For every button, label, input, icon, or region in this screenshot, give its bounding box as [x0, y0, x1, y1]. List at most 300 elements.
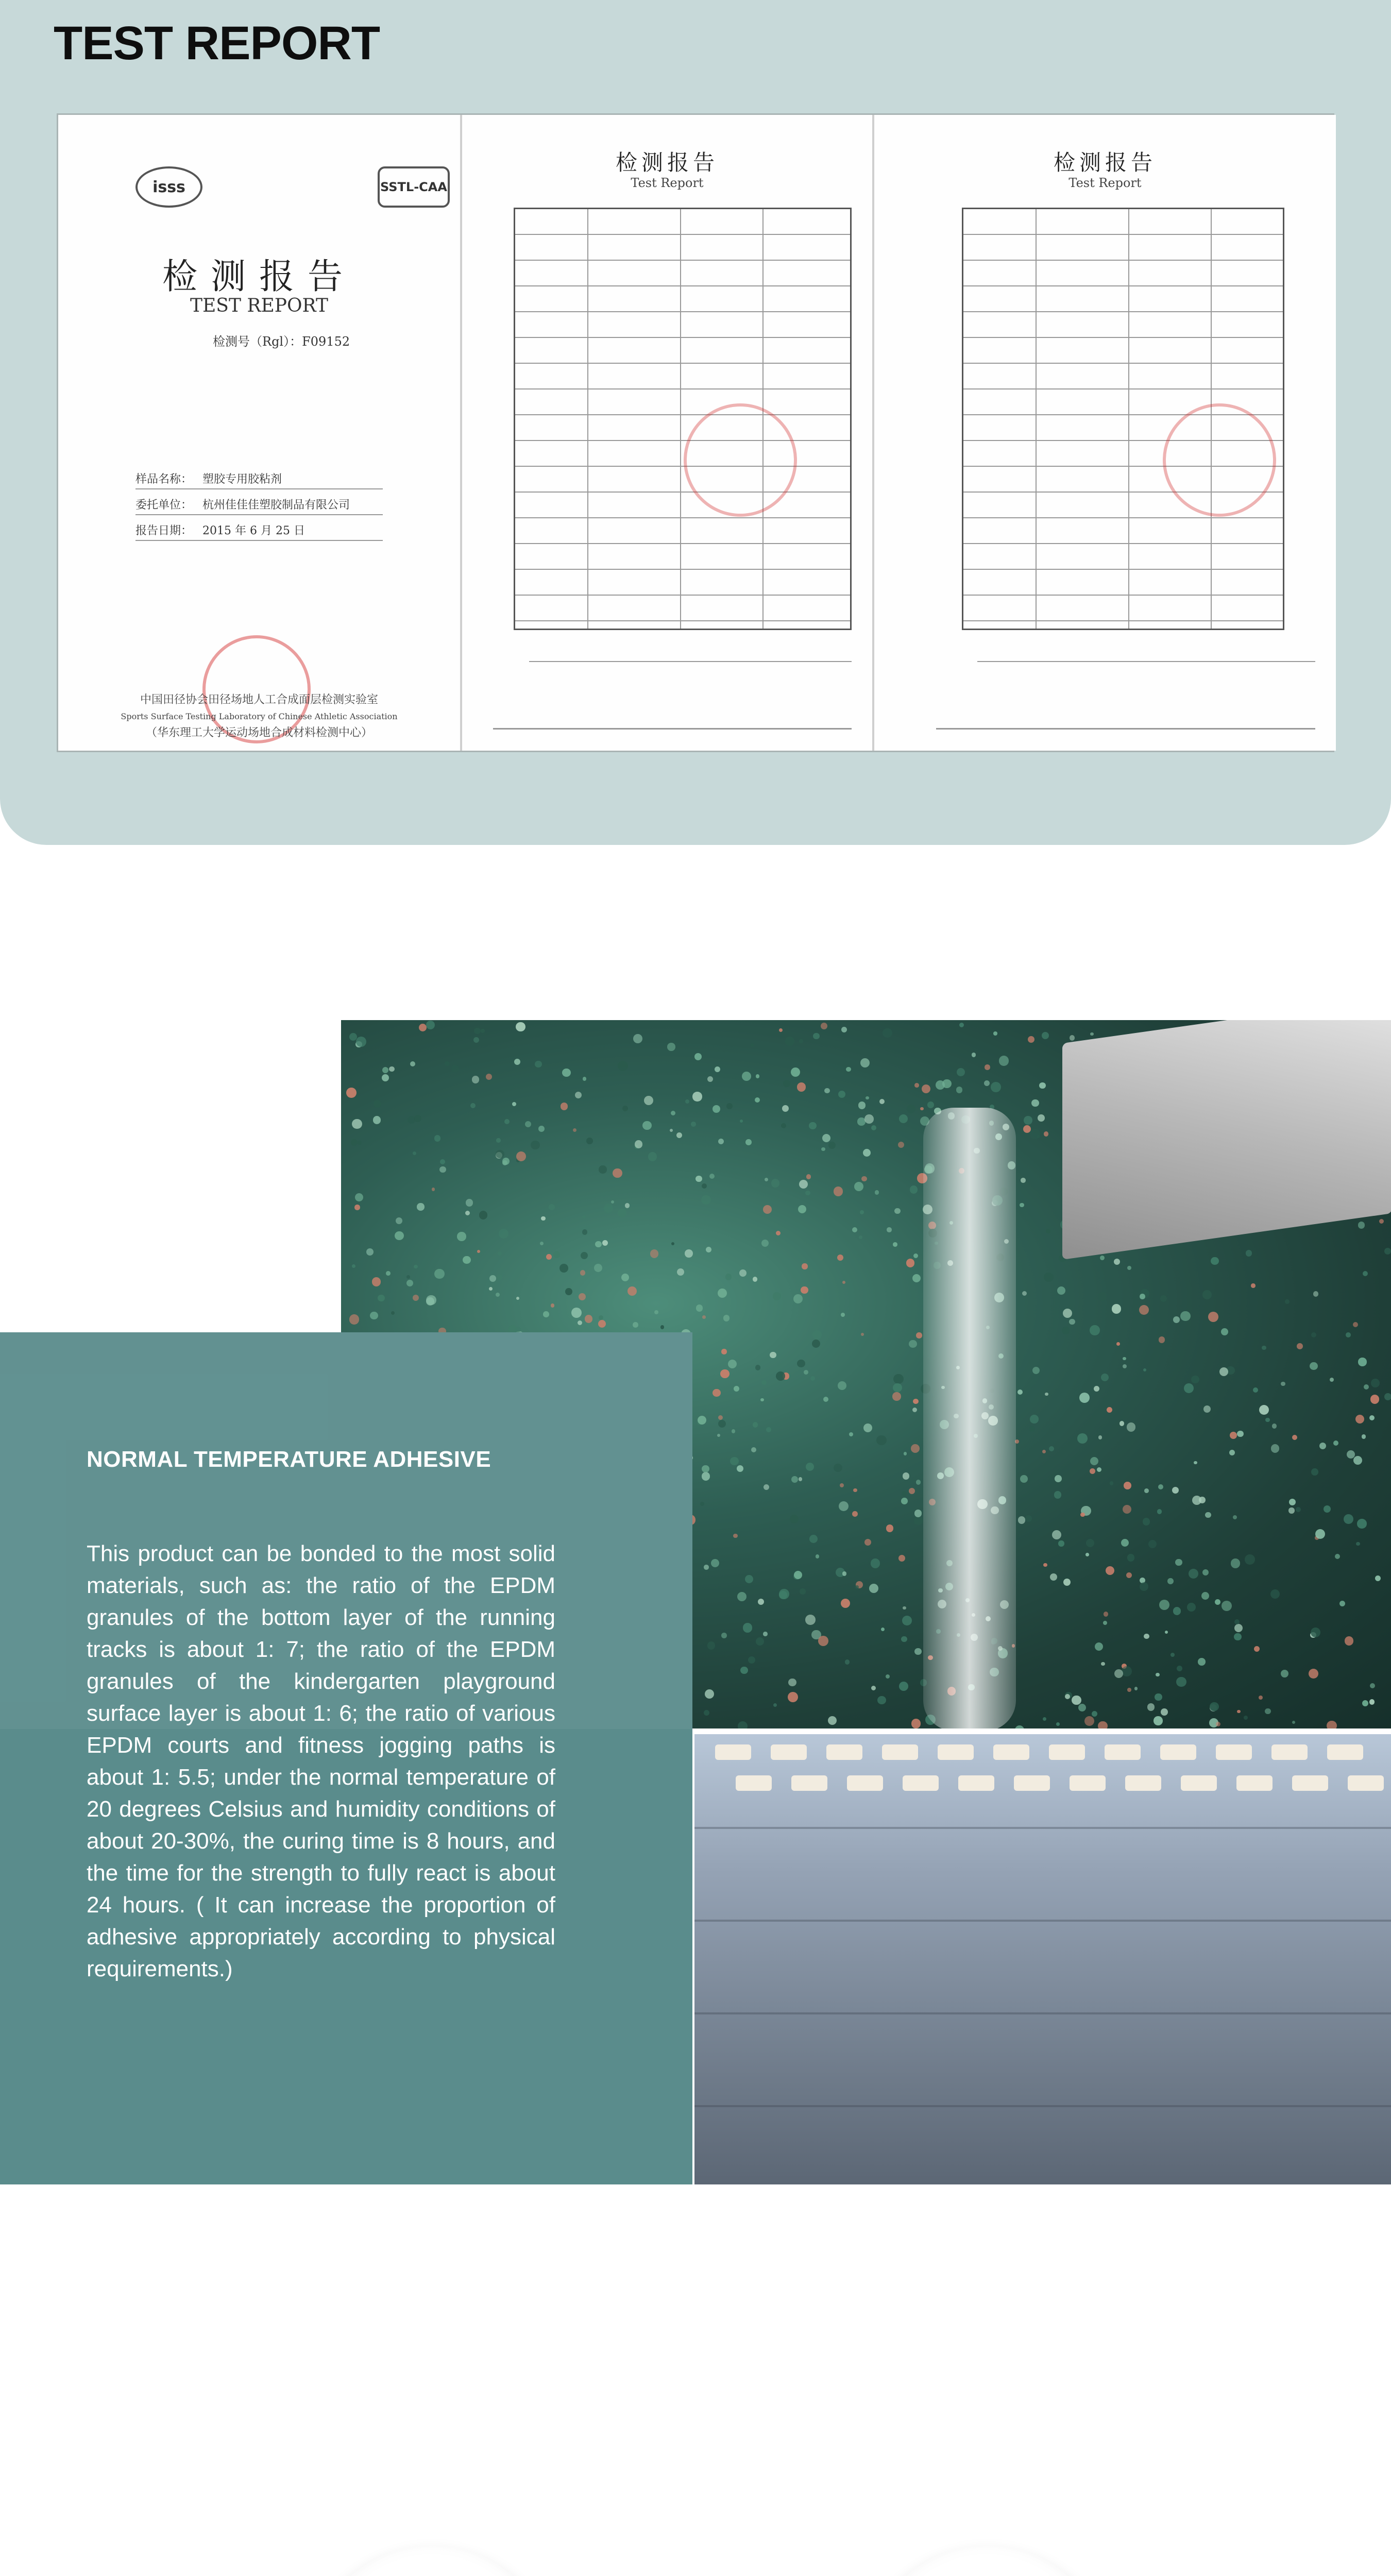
- rubber-granule: [349, 1314, 360, 1325]
- rubber-granule: [1262, 1346, 1266, 1350]
- page-subheading: Test Report: [1068, 176, 1142, 190]
- rubber-granule: [702, 1315, 706, 1319]
- rubber-granule: [1244, 1716, 1248, 1720]
- good-adhesion-badge: [861, 2545, 1113, 2576]
- tin-lid: [1327, 1744, 1363, 1760]
- rubber-granule: [1233, 1515, 1237, 1520]
- rubber-granule: [1347, 1450, 1355, 1459]
- rubber-granule: [702, 1465, 709, 1472]
- report-date-field: [135, 522, 383, 541]
- rubber-granule: [718, 1415, 723, 1420]
- rubber-granule: [586, 1138, 593, 1144]
- rubber-granule: [382, 1067, 388, 1073]
- rubber-granule: [773, 1703, 777, 1707]
- rubber-granule: [745, 1575, 753, 1583]
- rubber-granule: [893, 1242, 897, 1247]
- rubber-granule: [676, 1132, 682, 1138]
- field-value: 2015 年 6 月 25 日: [202, 524, 305, 537]
- rubber-granule: [834, 1187, 843, 1196]
- test-report-scan: [57, 113, 1334, 752]
- rubber-granule: [642, 1121, 651, 1130]
- rubber-granule: [599, 1315, 603, 1320]
- rubber-granule: [1015, 1725, 1025, 1728]
- rubber-granule: [1063, 1309, 1072, 1318]
- tin-lid: [882, 1744, 918, 1760]
- rubber-granule: [1123, 1505, 1132, 1514]
- rubber-granule: [860, 1210, 864, 1214]
- rubber-granule: [855, 1585, 859, 1589]
- rubber-granule: [1211, 1257, 1218, 1265]
- rubber-granule: [1049, 1446, 1054, 1451]
- rubber-granule: [723, 1315, 730, 1321]
- rubber-granule: [809, 1535, 818, 1543]
- rubber-granule: [1116, 1342, 1120, 1346]
- rubber-granule: [704, 1565, 709, 1570]
- rubber-granule: [466, 1199, 473, 1207]
- rubber-granule: [761, 1380, 767, 1385]
- rubber-granule: [553, 1251, 560, 1258]
- rubber-granule: [671, 1242, 674, 1245]
- rubber-granule: [540, 1242, 544, 1246]
- rubber-granule: [374, 1100, 381, 1108]
- rubber-granule: [599, 1165, 606, 1173]
- rubber-granule: [737, 1465, 744, 1472]
- table-divider: [1036, 209, 1037, 629]
- rubber-granule: [788, 1692, 798, 1702]
- tin-lid: [993, 1744, 1029, 1760]
- rubber-granule: [1345, 1636, 1353, 1645]
- rubber-granule: [1139, 1305, 1149, 1315]
- rubber-granule: [721, 1349, 726, 1354]
- rubber-granule: [1028, 1036, 1034, 1043]
- rubber-granule: [864, 1114, 874, 1124]
- rubber-granule: [702, 1183, 707, 1189]
- rubber-granule: [648, 1152, 657, 1161]
- rubber-granule: [1095, 1642, 1103, 1651]
- rubber-granule: [1056, 1722, 1060, 1726]
- rubber-granule: [1058, 1540, 1064, 1547]
- rubber-granule: [1370, 1683, 1375, 1688]
- page-heading: 检测报告: [615, 150, 719, 175]
- rubber-granule: [580, 1270, 586, 1276]
- rubber-granule: [790, 1515, 799, 1523]
- rubber-granule: [1024, 1116, 1032, 1125]
- rubber-granule: [866, 1096, 869, 1100]
- rubber-granule: [1369, 1415, 1375, 1420]
- rubber-granule: [1114, 1669, 1123, 1678]
- rubber-granule: [711, 1559, 719, 1567]
- rubber-granule: [1319, 1443, 1326, 1449]
- rubber-granule: [1189, 1569, 1198, 1579]
- rubber-granule: [1054, 1491, 1062, 1499]
- rubber-granule: [1020, 1475, 1028, 1483]
- metal-tin: [1062, 1020, 1391, 1260]
- rubber-granule: [755, 1097, 760, 1103]
- rubber-granule: [1098, 1435, 1102, 1439]
- rubber-granule: [1194, 1461, 1197, 1464]
- rubber-granule: [486, 1074, 492, 1080]
- rubber-granule: [1285, 1299, 1289, 1303]
- report-results-page-1: [460, 115, 872, 751]
- rubber-granule: [1104, 1612, 1108, 1616]
- rubber-granule: [1114, 1259, 1120, 1265]
- rubber-granule: [1237, 1431, 1244, 1437]
- tin-lid: [736, 1775, 772, 1791]
- rubber-granule: [1018, 1516, 1025, 1523]
- rubber-granule: [1022, 1291, 1027, 1296]
- rubber-granule: [828, 1716, 837, 1725]
- rubber-granule: [516, 1022, 525, 1031]
- rubber-granule: [1122, 1666, 1132, 1676]
- field-key: 委托单位：: [135, 499, 193, 512]
- rubber-granule: [366, 1248, 374, 1256]
- rubber-granule: [909, 1488, 915, 1495]
- rubber-granule: [627, 1286, 637, 1296]
- rubber-granule: [871, 1558, 880, 1568]
- rubber-granule: [799, 1477, 803, 1481]
- rubber-granule: [1098, 1721, 1107, 1728]
- rubber-granule: [1187, 1603, 1196, 1612]
- rubber-granule: [1384, 1248, 1391, 1255]
- rubber-granule: [1180, 1311, 1190, 1321]
- rubber-granule: [809, 1122, 817, 1130]
- rubber-granule: [720, 1369, 729, 1378]
- rubber-granule: [496, 1150, 504, 1159]
- rubber-granule: [1234, 1633, 1242, 1641]
- rubber-granule: [797, 1360, 805, 1368]
- rubber-granule: [1144, 1488, 1149, 1493]
- table-divider: [587, 209, 588, 629]
- rubber-granule: [909, 1340, 917, 1348]
- rubber-granule: [1043, 1717, 1046, 1721]
- rubber-granule: [766, 1427, 771, 1432]
- rubber-granule: [575, 1092, 582, 1098]
- rubber-granule: [1184, 1383, 1194, 1393]
- rubber-granule: [1030, 1415, 1038, 1423]
- rubber-granule: [1237, 1710, 1241, 1714]
- rubber-granule: [913, 1399, 919, 1404]
- impact-resistance-badge: [306, 2545, 558, 2576]
- rubber-granule: [793, 1294, 803, 1303]
- rubber-granule: [1219, 1367, 1229, 1377]
- rubber-granule: [1327, 1721, 1337, 1728]
- rubber-granule: [1165, 1631, 1168, 1634]
- rubber-granule: [899, 1114, 908, 1123]
- rubber-granule: [1090, 1457, 1098, 1465]
- rubber-granule: [445, 1061, 450, 1066]
- rubber-granule: [922, 1084, 930, 1093]
- rubber-granule: [706, 1247, 711, 1252]
- rubber-granule: [824, 1088, 830, 1094]
- rubber-granule: [474, 1028, 481, 1035]
- rubber-granule: [863, 1423, 872, 1432]
- rubber-granule: [813, 1033, 820, 1040]
- rubber-granule: [414, 1115, 421, 1122]
- rubber-granule: [1156, 1673, 1159, 1676]
- rubber-granule: [776, 1371, 785, 1381]
- rubber-granule: [1221, 1328, 1228, 1335]
- rubber-granule: [1126, 1572, 1132, 1578]
- rubber-granule: [559, 1264, 568, 1273]
- rubber-granule: [355, 1193, 363, 1201]
- rubber-granule: [1355, 1415, 1364, 1423]
- rubber-granule: [667, 1043, 675, 1050]
- rubber-granule: [685, 1249, 693, 1258]
- rubber-granule: [911, 1444, 920, 1453]
- rubber-granule: [1202, 1569, 1209, 1575]
- rubber-granule: [583, 1077, 586, 1080]
- rubber-granule: [1042, 1032, 1049, 1039]
- rubber-granule: [985, 1064, 990, 1070]
- rubber-granule: [1101, 1374, 1109, 1381]
- rubber-granule: [525, 1121, 531, 1127]
- rubber-granule: [1234, 1624, 1243, 1632]
- rubber-granule: [618, 1061, 628, 1071]
- rubber-granule: [473, 1037, 479, 1043]
- rubber-granule: [709, 1174, 715, 1179]
- rubber-granule: [1296, 1507, 1301, 1512]
- sstl-caa-logo: SSTL-CAA: [378, 166, 450, 208]
- rubber-granule: [451, 1065, 459, 1072]
- rubber-granule: [1192, 1496, 1201, 1505]
- rubber-granule: [1043, 1563, 1047, 1567]
- rubber-granule: [543, 1311, 549, 1317]
- rubber-granule: [1344, 1514, 1353, 1524]
- rubber-granule: [1046, 1229, 1050, 1233]
- rubber-granule: [733, 1534, 738, 1538]
- rubber-granule: [1045, 1393, 1048, 1396]
- rubber-granule: [504, 1119, 510, 1124]
- rubber-granule: [1079, 1393, 1090, 1403]
- rubber-granule: [1110, 1481, 1113, 1485]
- red-seal-stamp: [684, 403, 797, 517]
- rubber-granule: [748, 1656, 755, 1664]
- rubber-granule: [1202, 1290, 1212, 1299]
- rubber-granule: [582, 1229, 588, 1235]
- rubber-granule: [514, 1059, 520, 1065]
- rubber-granule: [389, 1066, 395, 1072]
- rubber-granule: [1160, 1295, 1167, 1302]
- rubber-granule: [386, 1271, 391, 1276]
- rubber-granule: [705, 1689, 714, 1699]
- rubber-granule: [887, 1227, 891, 1232]
- rubber-granule: [805, 1615, 816, 1625]
- rubber-granule: [1309, 1669, 1318, 1679]
- rubber-granule: [1147, 1703, 1155, 1710]
- section-title: TEST REPORT: [54, 17, 380, 70]
- rubber-granule: [1311, 1332, 1317, 1338]
- rubber-granule: [1289, 1499, 1296, 1505]
- rubber-granule: [583, 1215, 586, 1218]
- rubber-granule: [1363, 1271, 1368, 1276]
- rubber-granule: [1107, 1407, 1112, 1413]
- rubber-granule: [730, 1457, 738, 1465]
- rubber-granule: [1271, 1444, 1280, 1453]
- rubber-granule: [417, 1203, 424, 1210]
- rubber-granule: [1025, 1515, 1032, 1522]
- rubber-granule: [1203, 1405, 1211, 1413]
- rubber-granule: [920, 1107, 923, 1110]
- rubber-granule: [802, 1263, 807, 1269]
- rubber-granule: [993, 1031, 997, 1035]
- rubber-granule: [871, 1125, 877, 1131]
- rubber-granule: [1103, 1621, 1107, 1625]
- rubber-granule: [481, 1029, 484, 1032]
- rubber-granule: [395, 1231, 404, 1241]
- rubber-granule: [496, 1138, 500, 1142]
- rubber-granule: [726, 1103, 733, 1109]
- rubber-granule: [477, 1250, 480, 1253]
- rubber-granule: [904, 1452, 907, 1455]
- rubber-granule: [761, 1240, 769, 1247]
- rubber-granule: [1090, 1468, 1095, 1474]
- rubber-granule: [914, 1516, 923, 1525]
- pallet-row-edge: [694, 1827, 1391, 1829]
- field-value: 塑胶专用胶粘剂: [202, 473, 282, 486]
- rubber-granule: [1143, 1368, 1147, 1372]
- rubber-granule: [901, 1498, 908, 1504]
- rubber-granule: [763, 1205, 772, 1214]
- rubber-granule: [1123, 1357, 1126, 1360]
- rubber-granule: [497, 1275, 502, 1280]
- rubber-granule: [1222, 1601, 1232, 1611]
- rubber-granule: [573, 1128, 576, 1132]
- rubber-granule: [1254, 1646, 1260, 1652]
- rubber-granule: [1265, 1708, 1270, 1714]
- rubber-granule: [1127, 1688, 1131, 1691]
- rubber-granule: [838, 1381, 846, 1390]
- rubber-granule: [1134, 1687, 1138, 1690]
- rubber-granule: [701, 1195, 710, 1205]
- report-title-cn: 检测报告: [162, 257, 356, 297]
- tin-lid: [1014, 1775, 1050, 1791]
- rubber-granule: [1070, 1035, 1075, 1041]
- rubber-granule: [654, 1310, 658, 1314]
- rubber-granule: [875, 1190, 879, 1194]
- tin-lid: [715, 1744, 751, 1760]
- rubber-granule: [1176, 1677, 1186, 1687]
- rubber-granule: [810, 1376, 816, 1381]
- rubber-granule: [806, 1174, 811, 1179]
- rubber-granule: [906, 1259, 915, 1267]
- rubber-granule: [834, 1464, 842, 1472]
- rubber-granule: [740, 1667, 748, 1674]
- rubber-granule: [1159, 1336, 1165, 1343]
- rubber-granule: [633, 1322, 638, 1327]
- rubber-granule: [756, 1637, 764, 1646]
- rubber-granule: [352, 1119, 362, 1129]
- tin-lid: [1160, 1744, 1196, 1760]
- rubber-granule: [472, 1076, 480, 1083]
- rubber-granule: [1205, 1512, 1211, 1518]
- isss-logo: isss: [135, 166, 202, 208]
- rubber-granule: [910, 1185, 918, 1193]
- rubber-granule: [622, 1106, 627, 1111]
- red-seal-stamp: [1163, 403, 1276, 517]
- rubber-granule: [753, 1422, 758, 1428]
- client-field: [135, 496, 383, 515]
- rubber-granule: [853, 1488, 857, 1493]
- rubber-granule: [1167, 1578, 1174, 1584]
- rubber-granule: [903, 1606, 906, 1609]
- rubber-granule: [579, 1293, 586, 1300]
- report-results-page-2: [872, 115, 1336, 751]
- rubber-granule: [791, 1067, 800, 1077]
- rubber-granule: [549, 1204, 555, 1211]
- tin-lid: [938, 1744, 974, 1760]
- rubber-granule: [845, 1659, 850, 1665]
- rubber-granule: [1384, 1393, 1391, 1401]
- rubber-granule: [581, 1252, 588, 1259]
- rubber-granule: [1085, 1553, 1089, 1556]
- rubber-granule: [1044, 1273, 1053, 1282]
- rubber-granule: [1333, 1440, 1338, 1446]
- rubber-granule: [764, 1484, 769, 1490]
- rubber-granule: [821, 1147, 825, 1151]
- rubber-granule: [1364, 1384, 1369, 1389]
- rubber-granule: [1201, 1592, 1210, 1600]
- adhesive-stream: [923, 1108, 1016, 1728]
- rubber-granule: [1144, 1634, 1149, 1639]
- rubber-granule: [791, 1476, 798, 1483]
- rubber-granule: [1171, 1653, 1175, 1657]
- rubber-granule: [912, 1408, 917, 1412]
- rubber-granule: [598, 1320, 606, 1328]
- rubber-granule: [893, 1374, 904, 1384]
- rubber-granule: [776, 1231, 781, 1235]
- rubber-granule: [707, 1076, 713, 1082]
- rubber-granule: [1148, 1540, 1157, 1548]
- rubber-granule: [1050, 1573, 1057, 1581]
- rubber-granule: [349, 1033, 357, 1041]
- rubber-granule: [635, 1140, 642, 1148]
- rubber-granule: [869, 1584, 878, 1593]
- rubber-granule: [562, 1069, 571, 1077]
- rubber-granule: [1069, 1319, 1075, 1325]
- rubber-granule: [812, 1340, 820, 1348]
- rubber-granule: [541, 1216, 545, 1221]
- rubber-granule: [842, 1281, 845, 1284]
- rubber-granule: [502, 1158, 510, 1165]
- rubber-granule: [1265, 1418, 1270, 1422]
- rubber-granule: [1281, 1382, 1285, 1386]
- rubber-granule: [750, 1043, 754, 1047]
- rubber-granule: [1259, 1405, 1269, 1415]
- report-number: 检测号（Rgl）：F09152: [213, 334, 350, 349]
- rubber-granule: [886, 1524, 894, 1532]
- rubber-granule: [1143, 1518, 1150, 1525]
- rubber-granule: [696, 1304, 703, 1312]
- rubber-granule: [1127, 1422, 1136, 1432]
- results-table: [514, 208, 852, 630]
- rubber-granule: [1112, 1304, 1121, 1313]
- rubber-granule: [578, 1320, 582, 1325]
- rubber-granule: [1356, 1542, 1360, 1546]
- rubber-granule: [414, 1265, 417, 1268]
- rubber-granule: [840, 1483, 844, 1487]
- rubber-granule: [753, 1277, 757, 1281]
- rubber-granule: [618, 1209, 626, 1217]
- rubber-granule: [1362, 1434, 1366, 1439]
- rubber-granule: [861, 1333, 864, 1336]
- rubber-granule: [561, 1103, 568, 1110]
- rubber-granule: [1198, 1658, 1206, 1666]
- rubber-granule: [901, 1636, 907, 1642]
- rubber-granule: [1357, 1519, 1366, 1528]
- rubber-granule: [565, 1288, 572, 1295]
- rubber-granule: [625, 1203, 630, 1208]
- rubber-granule: [498, 1251, 502, 1256]
